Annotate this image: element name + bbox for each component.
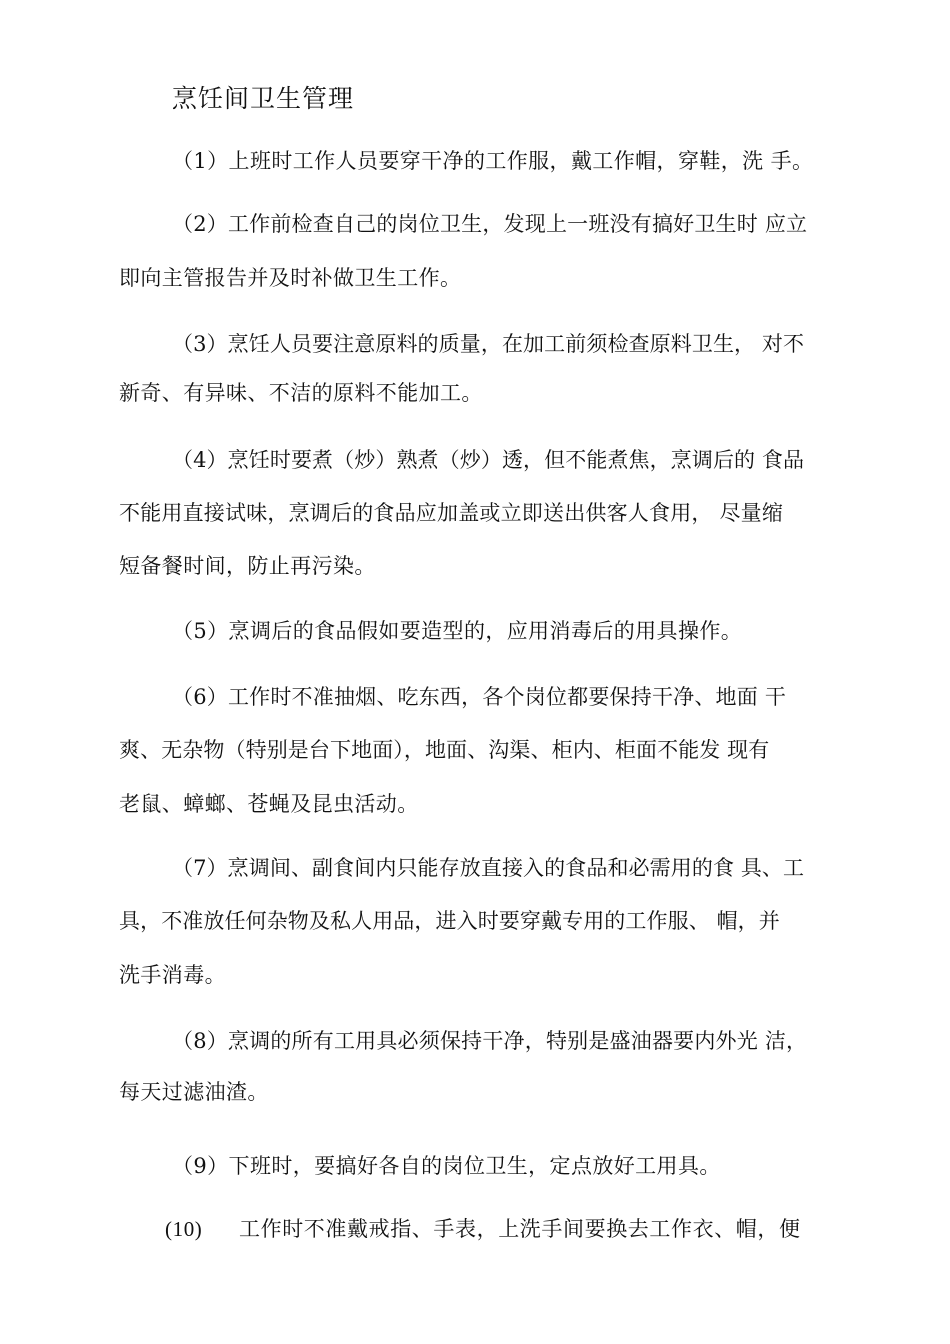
paragraph-line bbox=[165, 1214, 801, 1244]
paragraph-line: 老鼠、蟑螂、苍蝇及昆虫活动。 bbox=[119, 792, 419, 816]
paragraph-line: 每天过滤油渣。 bbox=[119, 1080, 269, 1104]
paragraph-line: 即向主管报告并及时补做卫生工作。 bbox=[119, 266, 462, 290]
paragraph-line: （7）烹调间、副食间内只能存放直接入的食品和必需用的食 具、工 bbox=[172, 856, 805, 880]
paragraph-line: 具，不准放任何杂物及私人用品，进入时要穿戴专用的工作服、 帽，并 bbox=[119, 909, 780, 933]
paragraph-line: （4）烹饪时要煮（炒）熟煮（炒）透，但不能煮焦，烹调后的 食品 bbox=[172, 448, 805, 472]
paragraph-line: （6）工作时不准抽烟、吃东西，各个岗位都要保持干净、地面 干 bbox=[172, 685, 787, 709]
paragraph-line: （9）下班时，要搞好各自的岗位卫生，定点放好工用具。 bbox=[172, 1154, 721, 1178]
paragraph-line: 不能用直接试味，烹调后的食品应加盖或立即送出供客人食用， 尽量缩 bbox=[119, 501, 784, 525]
paragraph-text: 工作时不准戴戒指、手表，上洗手间要换去工作衣、帽，便 bbox=[239, 1217, 801, 1241]
paragraph-line: 新奇、有异味、不洁的原料不能加工。 bbox=[119, 381, 483, 405]
paragraph-line: （3）烹饪人员要注意原料的质量，在加工前须检查原料卫生， 对不 bbox=[172, 332, 805, 356]
paragraph-line: （1）上班时工作人员要穿干净的工作服，戴工作帽，穿鞋，洗 手。 bbox=[172, 149, 814, 173]
paragraph-line: （2）工作前检查自己的岗位卫生，发现上一班没有搞好卫生时 应立 bbox=[172, 212, 808, 236]
paragraph-line: 洗手消毒。 bbox=[119, 963, 226, 987]
paragraph-line: （5）烹调后的食品假如要造型的，应用消毒后的用具操作。 bbox=[172, 619, 743, 643]
paragraph-number: (10) bbox=[165, 1217, 203, 1241]
paragraph-line: 爽、无杂物（特别是台下地面），地面、沟渠、柜内、柜面不能发 现有 bbox=[119, 738, 770, 762]
paragraph-line: （8）烹调的所有工用具必须保持干净，特别是盛油器要内外光 洁， bbox=[172, 1029, 808, 1053]
document-title: 烹饪间卫生管理 bbox=[172, 84, 355, 113]
paragraph-line: 短备餐时间，防止再污染。 bbox=[119, 554, 376, 578]
